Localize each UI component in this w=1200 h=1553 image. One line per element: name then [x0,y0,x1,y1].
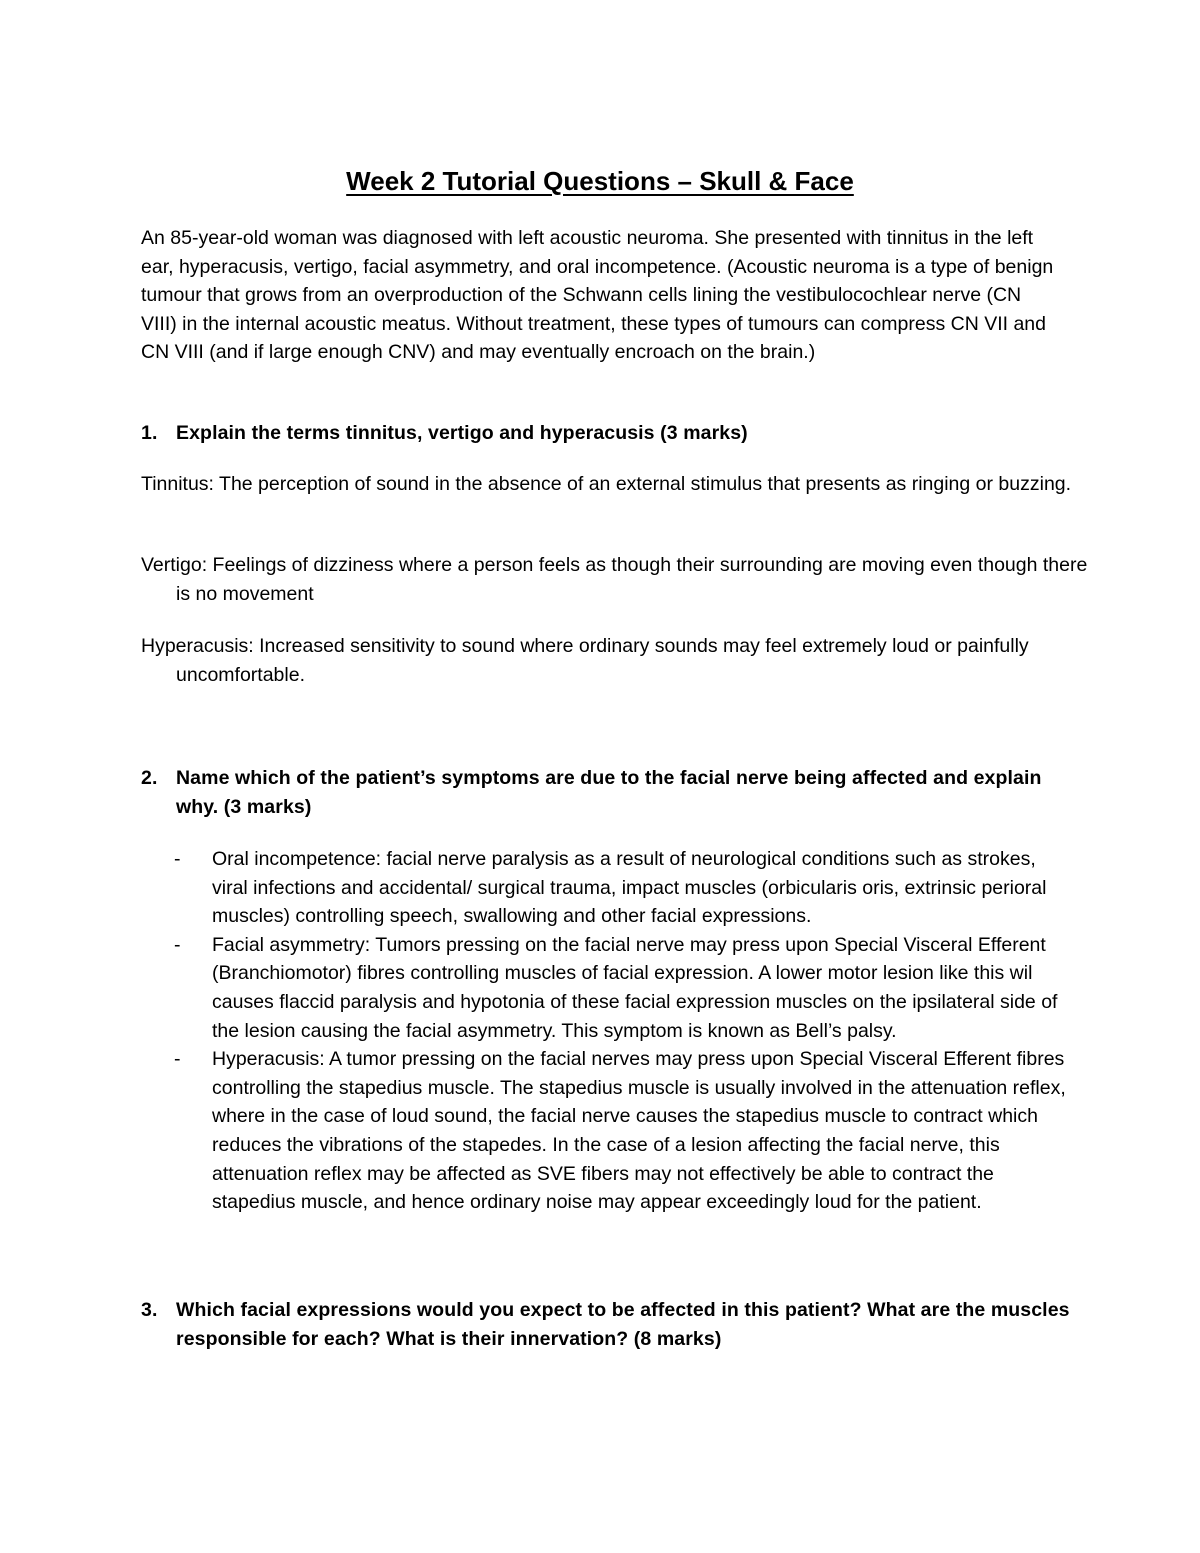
question-1-text: Explain the terms tinnitus, vertigo and hyperacusis (3 marks) [176,422,748,444]
answer-2-list [141,845,1076,1217]
answer-oral-incompetence: Oral incompetence: facial nerve paralysis as a result of neurological conditions such as strokes, viral infections and accidental/ surgical trauma, impact muscles (orbicularis oris, extrinsic perioral muscles) controlling speech, swallowing and other facial expressions. [212,848,1047,928]
question-2-number: 2. [141,767,158,789]
bullet-dash: - [174,933,181,956]
list-item [141,1045,1076,1217]
definition-vertigo: Vertigo: Feelings of dizziness where a person feels as though their surrounding are moving even though there is no movement [141,554,1088,605]
answer-hyperacusis: Hyperacusis: A tumor pressing on the facial nerves may press upon Special Visceral Efferent fibres controlling the stapedius muscle. The stapedius muscle is usually involved in the attenuation reflex, where in the case of loud sound, the facial nerve causes the stapedius muscle to contract which reduces the vibrations of the stapedes. In the case of a lesion affecting the facial nerve, this attenuation reflex may be affected as SVE fibers may not effectively be able to contract the stapedius muscle, and hence ordinary noise may appear exceedingly loud for the patient. [212,1048,1066,1214]
bullet-dash: - [174,848,181,870]
document-title: Week 2 Tutorial Questions – Skull & Face [346,166,854,196]
list-item [141,845,1076,931]
list-item [141,931,1076,1045]
bullet-dash: - [174,1048,181,1071]
question-3 [141,1296,1071,1353]
question-3-text: Which facial expressions would you expect to be affected in this patient? What are the muscles responsible for each? What is their innervation? (8 marks) [176,1299,1070,1350]
definition-hyperacusis: Hyperacusis: Increased sensitivity to sound where ordinary sounds may feel extremely loud or painfully uncomfortable. [141,635,1029,686]
answer-facial-asymmetry: Facial asymmetry: Tumors pressing on the facial nerve may press upon Special Visceral Efferent (Branchiomotor) fibres controlling muscles of facial expression. A lower motor lesion like this wil causes flaccid paralysis and hypotonia of these facial expression muscles on the ipsilateral side of the lesion causing the facial asymmetry. This symptom is known as Bell’s palsy. [212,933,1058,1042]
case-intro-paragraph: An 85-year-old woman was diagnosed with left acoustic neuroma. She presented with tinnitus in the left ear, hyperacusis, vertigo, facial asymmetry, and oral incompetence. (Acoustic neuroma is a type of benign tumour that grows from an overproduction of the Schwann cells lining the vestibulocochlear nerve (CN VIII) in the internal acoustic meatus. Without treatment, these types of tumours can compress CN VII and CN VIII (and if large enough CNV) and may eventually encroach on the brain.) [141,227,1054,364]
question-1-number: 1. [141,422,158,444]
question-1 [141,419,1071,448]
definition-tinnitus: Tinnitus: The perception of sound in the absence of an external stimulus that presents as ringing or buzzing. [141,473,1072,495]
question-2 [141,764,1071,821]
question-2-text: Name which of the patient’s symptoms are due to the facial nerve being affected and explain why. (3 marks) [176,767,1042,818]
question-3-number: 3. [141,1299,158,1321]
